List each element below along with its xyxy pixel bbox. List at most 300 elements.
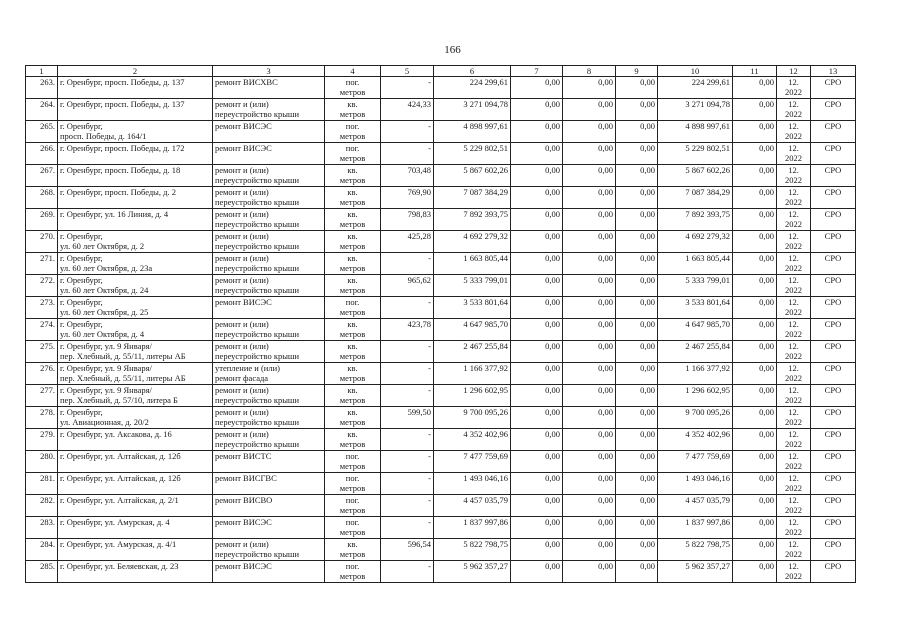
work-type-cell-line: переустройство крыши [215,329,300,340]
table-row [26,121,856,143]
year-cell-line: 2022 [785,395,802,406]
fund-cell: СРО [811,363,856,385]
value-cell-10: 1 493 046,16 [658,473,733,495]
fund-cell: СРО [811,165,856,187]
work-type-cell-line: ремонт и (или) [215,253,269,263]
column-header: 7 [511,66,563,77]
row-number: 282. [26,495,58,517]
row-number: 271. [26,253,58,275]
address-cell-line: г. Оренбург, ул. Алтайская, д. 12б [60,473,181,483]
work-type-cell-line: ремонт и (или) [215,231,269,241]
value-cell-11: 0,00 [733,539,777,561]
year-cell-line: 2022 [785,307,802,318]
work-type-cell-line: переустройство крыши [215,197,300,208]
year-cell [777,77,811,99]
year-cell-line: 12. [788,275,799,285]
address-cell-line: г. Оренбург, ул. 9 Января/ [60,363,152,373]
row-number: 268. [26,187,58,209]
value-cell-10: 5 867 602,26 [658,165,733,187]
unit-cell [325,473,381,495]
address-cell-line: г. Оренбург, ул. Алтайская, д. 2/1 [60,495,179,505]
area-cell: - [381,363,434,385]
area-cell: - [381,121,434,143]
year-cell-line: 2022 [785,241,802,252]
work-type-cell [213,385,325,407]
area-cell: 769,90 [381,187,434,209]
unit-cell-line: метров [339,109,366,120]
work-type-cell [213,561,325,583]
unit-cell-line: метров [339,263,366,274]
repair-register-table [25,65,856,583]
work-type-cell-line: ремонт ВИСЭС [215,561,272,571]
address-cell [58,121,213,143]
value-cell-9: 0,00 [616,429,658,451]
address-cell-line: г. Оренбург, ул. 9 Января/ [60,341,152,351]
year-cell-line: 12. [788,231,799,241]
fund-cell: СРО [811,275,856,297]
fund-cell: СРО [811,473,856,495]
total-cost-cell: 5 333 799,01 [434,275,511,297]
address-cell-line: пер. Хлебный, д. 55/11, литеры АБ [60,373,186,384]
value-cell-10: 4 457 035,79 [658,495,733,517]
value-cell-8: 0,00 [563,319,616,341]
address-cell [58,253,213,275]
work-type-cell-line: переустройство крыши [215,219,300,230]
value-cell-7: 0,00 [511,165,563,187]
area-cell: - [381,77,434,99]
value-cell-7: 0,00 [511,231,563,253]
row-number: 284. [26,539,58,561]
work-type-cell-line: ремонт фасада [215,373,269,384]
address-cell-line: просп. Победы, д. 164/1 [60,131,147,142]
column-header: 3 [213,66,325,77]
value-cell-9: 0,00 [616,253,658,275]
address-cell-line: ул. 60 лет Октября, д. 2 [60,241,145,252]
work-type-cell-line: ремонт ВИСХВС [215,77,278,87]
value-cell-8: 0,00 [563,121,616,143]
year-cell-line: 12. [788,495,799,505]
unit-cell [325,99,381,121]
unit-cell-line: пог. [345,495,360,505]
value-cell-11: 0,00 [733,561,777,583]
column-header: 2 [58,66,213,77]
value-cell-7: 0,00 [511,539,563,561]
value-cell-9: 0,00 [616,561,658,583]
unit-cell-line: кв. [347,385,358,395]
year-cell-line: 2022 [785,285,802,296]
address-cell-line: г. Оренбург, [60,253,103,263]
address-cell [58,341,213,363]
value-cell-9: 0,00 [616,165,658,187]
value-cell-10: 5 333 799,01 [658,275,733,297]
area-cell: - [381,517,434,539]
value-cell-9: 0,00 [616,385,658,407]
value-cell-7: 0,00 [511,253,563,275]
row-number: 283. [26,517,58,539]
value-cell-11: 0,00 [733,99,777,121]
unit-cell-line: метров [339,527,366,538]
fund-cell: СРО [811,561,856,583]
year-cell-line: 2022 [785,87,802,98]
fund-cell: СРО [811,407,856,429]
unit-cell-line: кв. [347,341,358,351]
unit-cell [325,165,381,187]
fund-cell: СРО [811,429,856,451]
value-cell-7: 0,00 [511,297,563,319]
year-cell-line: 12. [788,473,799,483]
year-cell-line: 12. [788,561,799,571]
total-cost-cell: 4 457 035,79 [434,495,511,517]
year-cell [777,319,811,341]
area-cell: - [381,297,434,319]
address-cell [58,407,213,429]
year-cell-line: 2022 [785,175,802,186]
value-cell-10: 5 962 357,27 [658,561,733,583]
year-cell-line: 12. [788,209,799,219]
year-cell-line: 2022 [785,373,802,384]
address-cell [58,187,213,209]
address-cell [58,319,213,341]
column-header: 11 [733,66,777,77]
total-cost-cell: 1 296 602,95 [434,385,511,407]
unit-cell [325,231,381,253]
value-cell-8: 0,00 [563,165,616,187]
value-cell-8: 0,00 [563,297,616,319]
value-cell-7: 0,00 [511,495,563,517]
unit-cell [325,429,381,451]
work-type-cell [213,473,325,495]
address-cell [58,143,213,165]
fund-cell: СРО [811,297,856,319]
address-cell-line: г. Оренбург, ул. Аксакова, д. 16 [60,429,172,439]
address-cell-line: ул. 60 лет Октября, д. 4 [60,329,145,340]
work-type-cell-line: ремонт и (или) [215,187,269,197]
unit-cell-line: метров [339,131,366,142]
unit-cell [325,385,381,407]
work-type-cell-line: ремонт и (или) [215,319,269,329]
year-cell-line: 12. [788,539,799,549]
address-cell-line: г. Оренбург, [60,275,103,285]
unit-cell-line: метров [339,307,366,318]
area-cell: - [381,143,434,165]
value-cell-8: 0,00 [563,231,616,253]
year-cell [777,231,811,253]
work-type-cell [213,539,325,561]
table-row [26,451,856,473]
year-cell [777,429,811,451]
work-type-cell-line: переустройство крыши [215,263,300,274]
value-cell-11: 0,00 [733,121,777,143]
value-cell-7: 0,00 [511,77,563,99]
value-cell-8: 0,00 [563,539,616,561]
year-cell-line: 2022 [785,131,802,142]
table-body [26,66,856,583]
address-cell-line: г. Оренбург, [60,121,103,131]
year-cell-line: 12. [788,407,799,417]
address-cell [58,539,213,561]
work-type-cell-line: переустройство крыши [215,109,300,120]
unit-cell-line: метров [339,219,366,230]
row-number: 279. [26,429,58,451]
unit-cell-line: кв. [347,99,358,109]
year-cell-line: 2022 [785,153,802,164]
value-cell-7: 0,00 [511,451,563,473]
year-cell [777,121,811,143]
value-cell-9: 0,00 [616,231,658,253]
total-cost-cell: 7 892 393,75 [434,209,511,231]
area-cell: 599,50 [381,407,434,429]
column-header: 12 [777,66,811,77]
year-cell [777,495,811,517]
address-cell [58,385,213,407]
work-type-cell [213,231,325,253]
table-row [26,473,856,495]
fund-cell: СРО [811,253,856,275]
row-number: 270. [26,231,58,253]
value-cell-7: 0,00 [511,143,563,165]
table-row [26,429,856,451]
value-cell-11: 0,00 [733,143,777,165]
value-cell-9: 0,00 [616,539,658,561]
unit-cell-line: метров [339,87,366,98]
work-type-cell-line: ремонт и (или) [215,429,269,439]
address-cell-line: г. Оренбург, [60,231,103,241]
year-cell-line: 12. [788,385,799,395]
table-row [26,385,856,407]
value-cell-7: 0,00 [511,385,563,407]
year-cell [777,385,811,407]
value-cell-9: 0,00 [616,363,658,385]
address-cell [58,429,213,451]
work-type-cell-line: ремонт и (или) [215,99,269,109]
fund-cell: СРО [811,539,856,561]
table-row [26,517,856,539]
total-cost-cell: 1 166 377,92 [434,363,511,385]
unit-cell [325,77,381,99]
unit-cell-line: метров [339,395,366,406]
value-cell-8: 0,00 [563,561,616,583]
work-type-cell [213,297,325,319]
work-type-cell [213,143,325,165]
year-cell-line: 2022 [785,351,802,362]
work-type-cell [213,187,325,209]
total-cost-cell: 5 962 357,27 [434,561,511,583]
area-cell: - [381,429,434,451]
column-header: 1 [26,66,58,77]
value-cell-9: 0,00 [616,407,658,429]
total-cost-cell: 7 477 759,69 [434,451,511,473]
year-cell-line: 2022 [785,527,802,538]
area-cell: - [381,451,434,473]
value-cell-11: 0,00 [733,77,777,99]
unit-cell [325,407,381,429]
work-type-cell-line: переустройство крыши [215,439,300,450]
value-cell-7: 0,00 [511,99,563,121]
year-cell-line: 12. [788,341,799,351]
area-cell: 423,78 [381,319,434,341]
address-cell [58,495,213,517]
value-cell-8: 0,00 [563,275,616,297]
total-cost-cell: 4 898 997,61 [434,121,511,143]
address-cell [58,297,213,319]
value-cell-11: 0,00 [733,429,777,451]
work-type-cell-line: ремонт ВИСЭС [215,143,272,153]
address-cell [58,451,213,473]
value-cell-8: 0,00 [563,209,616,231]
table-row [26,253,856,275]
value-cell-11: 0,00 [733,231,777,253]
address-cell [58,77,213,99]
address-cell [58,209,213,231]
fund-cell: СРО [811,451,856,473]
work-type-cell-line: ремонт ВИСГВС [215,473,277,483]
value-cell-10: 4 898 997,61 [658,121,733,143]
table-row [26,363,856,385]
address-cell-line: г. Оренбург, ул. 9 Января/ [60,385,152,395]
work-type-cell-line: переустройство крыши [215,351,300,362]
unit-cell [325,275,381,297]
table-row [26,99,856,121]
value-cell-10: 224 299,61 [658,77,733,99]
year-cell-line: 12. [788,253,799,263]
value-cell-9: 0,00 [616,517,658,539]
value-cell-10: 3 533 801,64 [658,297,733,319]
unit-cell-line: кв. [347,209,358,219]
unit-cell-line: пог. [345,77,360,87]
year-cell-line: 12. [788,99,799,109]
unit-cell-line: метров [339,351,366,362]
value-cell-8: 0,00 [563,253,616,275]
year-cell-line: 2022 [785,439,802,450]
unit-cell-line: метров [339,285,366,296]
table-row [26,407,856,429]
unit-cell-line: метров [339,483,366,494]
row-number: 273. [26,297,58,319]
value-cell-10: 9 700 095,26 [658,407,733,429]
value-cell-9: 0,00 [616,143,658,165]
total-cost-cell: 4 692 279,32 [434,231,511,253]
area-cell: 965,62 [381,275,434,297]
value-cell-9: 0,00 [616,451,658,473]
row-number: 274. [26,319,58,341]
table-row [26,297,856,319]
value-cell-10: 1 663 805,44 [658,253,733,275]
unit-cell [325,187,381,209]
unit-cell [325,297,381,319]
value-cell-10: 7 892 393,75 [658,209,733,231]
value-cell-7: 0,00 [511,429,563,451]
row-number: 267. [26,165,58,187]
work-type-cell-line: переустройство крыши [215,549,300,560]
address-cell-line: г. Оренбург, ул. 16 Линия, д. 4 [60,209,169,219]
row-number: 278. [26,407,58,429]
value-cell-10: 4 352 402,96 [658,429,733,451]
table-row [26,341,856,363]
work-type-cell [213,77,325,99]
address-cell-line: г. Оренбург, ул. Алтайская, д. 12б [60,451,181,461]
value-cell-10: 7 477 759,69 [658,451,733,473]
unit-cell-line: метров [339,373,366,384]
area-cell: 798,83 [381,209,434,231]
work-type-cell-line: ремонт ВИСТС [215,451,272,461]
unit-cell [325,517,381,539]
address-cell-line: ул. 60 лет Октября, д. 23а [60,263,153,274]
work-type-cell-line: утепление и (или) [215,363,280,373]
unit-cell-line: пог. [345,561,360,571]
work-type-cell [213,341,325,363]
value-cell-8: 0,00 [563,99,616,121]
row-number: 276. [26,363,58,385]
year-cell-line: 2022 [785,549,802,560]
value-cell-10: 1 166 377,92 [658,363,733,385]
work-type-cell-line: ремонт и (или) [215,275,269,285]
unit-cell-line: метров [339,197,366,208]
work-type-cell-line: ремонт и (или) [215,539,269,549]
work-type-cell-line: переустройство крыши [215,175,300,186]
value-cell-11: 0,00 [733,319,777,341]
work-type-cell-line: ремонт и (или) [215,341,269,351]
value-cell-8: 0,00 [563,77,616,99]
value-cell-8: 0,00 [563,341,616,363]
value-cell-10: 5 229 802,51 [658,143,733,165]
value-cell-7: 0,00 [511,275,563,297]
total-cost-cell: 3 271 094,78 [434,99,511,121]
value-cell-8: 0,00 [563,429,616,451]
work-type-cell [213,495,325,517]
row-number: 275. [26,341,58,363]
value-cell-9: 0,00 [616,473,658,495]
value-cell-7: 0,00 [511,561,563,583]
value-cell-9: 0,00 [616,121,658,143]
work-type-cell [213,363,325,385]
unit-cell [325,143,381,165]
row-number: 285. [26,561,58,583]
unit-cell [325,495,381,517]
year-cell [777,187,811,209]
fund-cell: СРО [811,319,856,341]
unit-cell-line: метров [339,505,366,516]
table-row [26,143,856,165]
address-cell-line: пер. Хлебный, д. 55/11, литеры АБ [60,351,186,362]
value-cell-10: 4 692 279,32 [658,231,733,253]
area-cell: - [381,473,434,495]
year-cell-line: 12. [788,143,799,153]
unit-cell [325,451,381,473]
value-cell-10: 7 087 384,29 [658,187,733,209]
area-cell: 596,54 [381,539,434,561]
work-type-cell [213,407,325,429]
value-cell-11: 0,00 [733,165,777,187]
area-cell: - [381,253,434,275]
table-row [26,231,856,253]
area-cell: - [381,385,434,407]
value-cell-7: 0,00 [511,341,563,363]
unit-cell-line: метров [339,153,366,164]
work-type-cell-line: ремонт ВИСЭС [215,121,272,131]
value-cell-11: 0,00 [733,363,777,385]
value-cell-11: 0,00 [733,341,777,363]
year-cell [777,209,811,231]
unit-cell-line: кв. [347,539,358,549]
fund-cell: СРО [811,209,856,231]
row-number: 280. [26,451,58,473]
area-cell: 703,48 [381,165,434,187]
value-cell-10: 1 837 997,86 [658,517,733,539]
address-cell [58,473,213,495]
year-cell-line: 12. [788,319,799,329]
year-cell [777,341,811,363]
address-cell-line: г. Оренбург, просп. Победы, д. 2 [60,187,176,197]
